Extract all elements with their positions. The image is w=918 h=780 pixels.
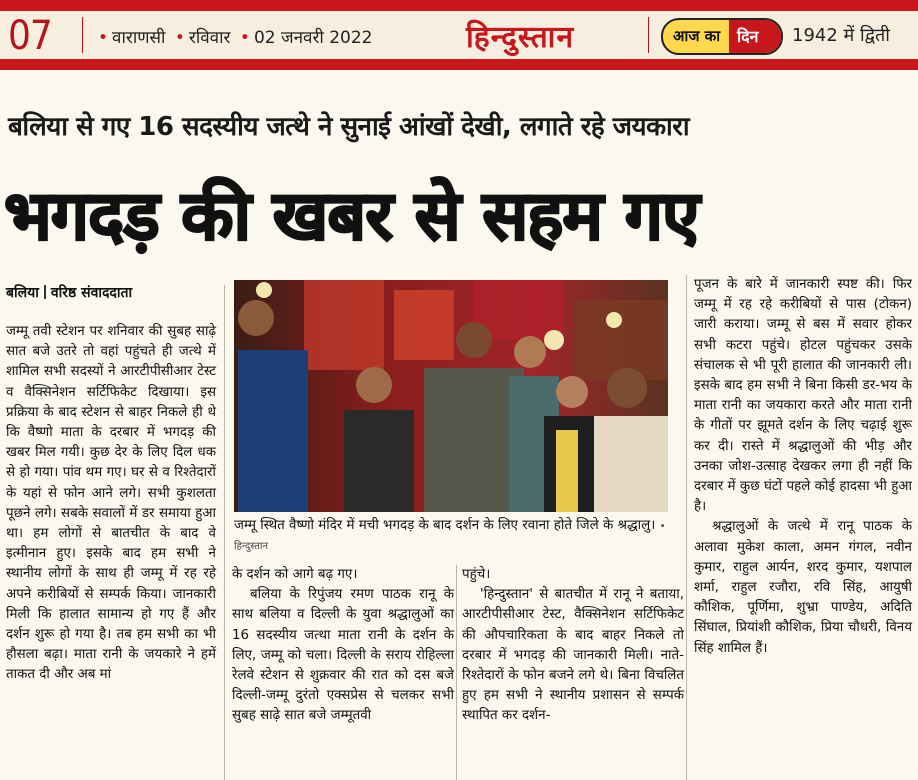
byline [6, 283, 132, 302]
paragraph: श्रद्धालुओं के जत्थे में रानू पाठक के अलावा मुकेश काला, अमन गंगल, नवीन कुमार, राहुल आर्यन, शरद कुमार, यशपाल शर्मा, राहुल रजौरा, रवि सिंह, आयुषी कौशिक, पूर्णिमा, शुभ्रा पाण्डेय, अदिति सिंघाल, प्रियांशी कौशिक, प्रिया चौधरी, विनय सिंह शामिल हैं। [694, 519, 912, 656]
divider [44, 285, 46, 299]
newspaper-logo: हिन्दुस्तान [466, 20, 575, 55]
badge-label: आज का [673, 27, 721, 45]
paragraph: 'हिन्दुस्तान' से बातचीत में रानू ने बताया, आरटीपीसीआर टेस्ट, वैक्सिनेशन सर्टिफिकेट की औपचारिकता के बाद बाहर निकले तो दरबार में भगदड़ की जानकारी मिली। नाते-रिश्तेदारों के फोन बजने लगे थे। बिना विचलित हुए हम सभी ने स्थानीय प्रशासन से सम्पर्क स्थापित कर दर्शन- [462, 587, 684, 724]
article-column-4 [694, 275, 912, 659]
photo-credit: • हिन्दुस्तान [234, 521, 666, 552]
caption-text: जम्मू स्थित वैष्णो मंदिर में मची भगदड़ के बाद दर्शन के लिए रवाना होते जिले के श्रद्धालु। [234, 518, 656, 533]
date: 02 जनवरी 2022 [253, 28, 373, 48]
paragraph: बलिया के रिपुंजय रमण पाठक रानू के साथ बलिया व दिल्ली के युवा श्रद्धालुओं का 16 सदस्यीय जत्था माता रानी के दर्शन के लिए, जम्मू को चला। दिल्ली के सराय रोहिल्ला रेलवे स्टेशन से शुक्रवार की रात को दस बजे दिल्ली-जम्मू दुरंतो एक्सप्रेस से चलकर सभी सुबह साढ़े सात बजे जम्मूतवी [232, 587, 454, 724]
photo-caption [234, 516, 668, 556]
page-number: 07 [8, 13, 52, 59]
byline-author: वरिष्ठ संवाददाता [50, 285, 133, 301]
badge-highlight [729, 18, 783, 55]
article-column-2 [232, 565, 454, 727]
paragraph: पूजन के बारे में जानकारी स्पष्ट की। फिर जम्मू में रह रहे करीबियों से पास (टोकन) जारी कराया। जम्मू से बस में सवार होकर सभी कटरा पहुंचे। होटल पहुंचकर उसके संचालक से भी पूरी हालात की जानकारी ली। इसके बाद हम सभी ने बिना किसी डर-भय के माता रानी का जयकारा करते और माता रानी के गीतों पर झूमते दर्शन के लिए चढ़ाई शुरू कर दी। रास्ते में श्रद्धालुओं की भीड़ और उनका जोश-उत्साह देखकर लगा ही नहीं कि दरबार में कुछ घंटों पहले कोई हादसा भी हुआ है। [694, 277, 912, 515]
day: रविवार [188, 28, 231, 48]
bullet-icon: • [174, 28, 185, 48]
divider [82, 17, 83, 53]
bullet-icon: • [98, 28, 109, 48]
badge-label-highlight: दिन [737, 27, 759, 46]
group-photo-illustration [234, 280, 668, 512]
city: वाराणसी [112, 28, 166, 48]
divider [648, 17, 649, 53]
dateline [94, 25, 373, 48]
column-rule [224, 285, 225, 780]
bullet-icon: • [239, 28, 250, 48]
article-column-1 [6, 322, 216, 686]
column-rule [686, 275, 687, 780]
paragraph: पहुंचे। [462, 567, 491, 582]
paragraph: के दर्शन को आगे बढ़ गए। [232, 567, 358, 582]
byline-place: बलिया [6, 285, 39, 301]
kicker-headline: बलिया से गए 16 सदस्यीय जत्थे ने सुनाई आंखों देखी, लगाते रहे जयकारा [8, 112, 690, 142]
main-headline: भगदड़ की खबर से सहम गए [4, 177, 699, 256]
article-column-3 [462, 565, 684, 727]
paragraph: जम्मू तवी स्टेशन पर शनिवार की सुबह साढ़े सात बजे उतरे तो वहां पहुंचते ही जत्थे में शामिल सभी सदस्यों ने आरटीपीसीआर टेस्ट व वैक्सिनेशन सर्टिफिकेट दिखाया। इस प्रक्रिया के बाद स्टेशन से बाहर निकले ही थे कि वैष्णो माता के दरबार में भगदड़ की खबर मिल गयी। कुछ देर के लिए दिल धक से हो गया। पांव थम गए। घर से व रिश्तेदारों के यहां से फोन आने लगे। सभी कुशलता पूछने लगे। सबके सवालों में डर समाया हुआ था। हम लोगों से बातचीत के बाद वे इत्मीनान हुए। इसके बाद हम सभी ने स्थानीय लोगों के साथ ही जम्मू में रह रहे अपने करीबियों से सम्पर्क किया। जानकारी मिली कि हालात सामान्य हो गए हैं और दर्शन शुरू हो गया है। तब हम सभी का भी हौसला बढ़ा। माता रानी के जयकारे ने हमें ताकत दी और अब मां [6, 324, 216, 683]
article-photo [234, 280, 668, 512]
aaj-ka-din-badge [661, 18, 783, 55]
masthead-inner [0, 11, 918, 59]
masthead-bar [0, 0, 918, 70]
column-rule [456, 565, 457, 780]
teaser-text: 1942 में द्विती [792, 25, 890, 46]
